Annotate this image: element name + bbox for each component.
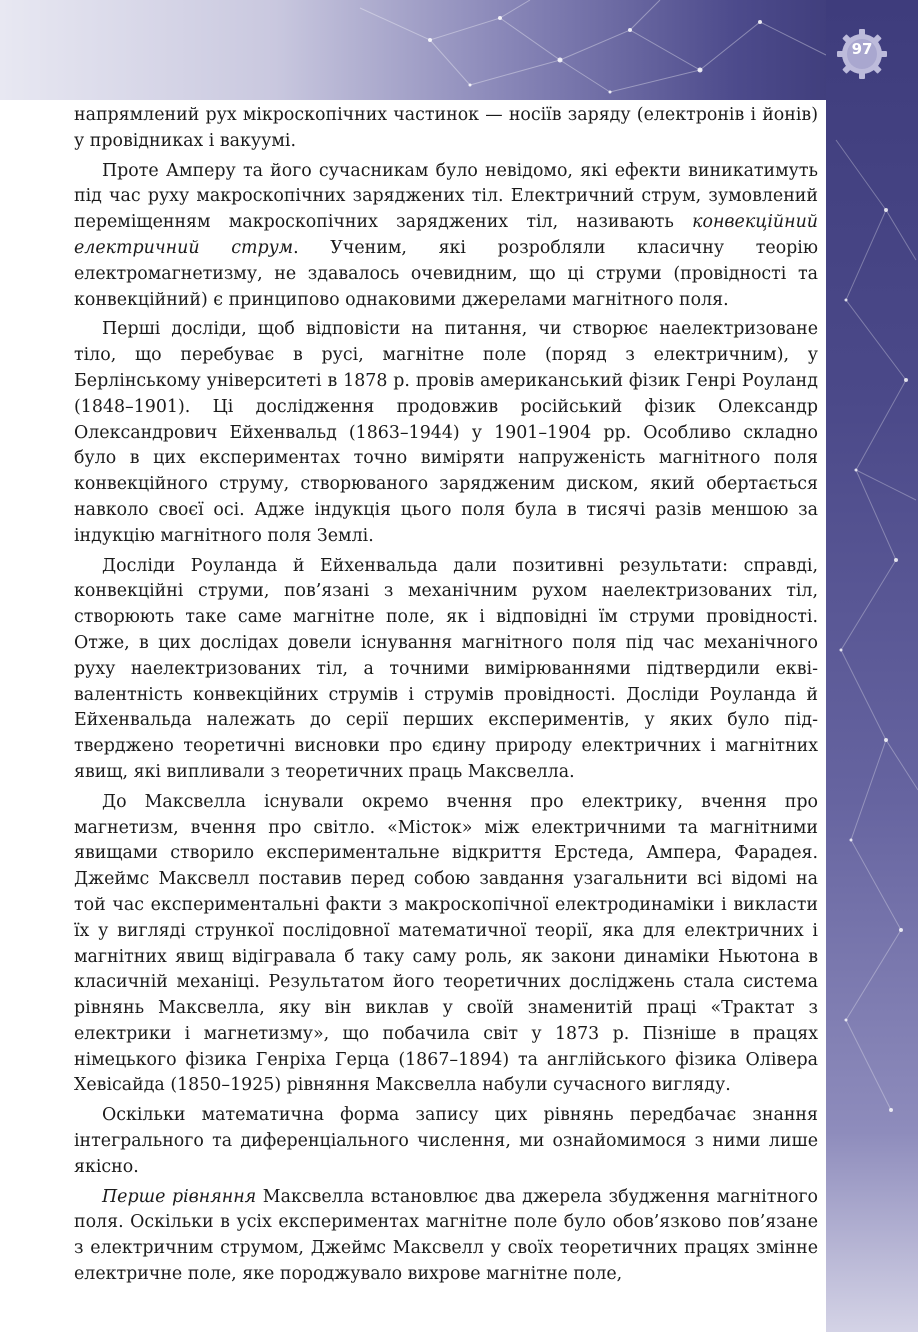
- header-decoration-band: [0, 0, 918, 100]
- text-segment: Проте Амперу та його сучасникам було невідомо, які ефекти виникатимуть під час руху макроскопічних заряджених тіл. Електричний струм, зумовлений переміщенням макроскопічних заряджених тіл, називають: [74, 160, 818, 233]
- text-segment: напрямлений рух мікроскопічних частинок — носіїв заряду (електронів і йонів) у провідниках і вакуумі.: [74, 105, 818, 151]
- paragraph: [74, 317, 818, 549]
- constellation-pattern: [0, 0, 918, 100]
- body-text: [74, 103, 818, 1292]
- text-segment: Досліди Роуланда й Ейхенвальда дали позитивні результати: справді, конвекційні струми, пов’язані з механічним рухом наелектризованих тіл, створюють таке саме магнітне поле, як і відповідні їм струми провідності. Отже, в цих дослідах довели існування магнітного поля під час механічного руху наелектризованих тіл, а точними вимірюваннями підтвердили еквівалентність конвекційних струмів і струмів провідності. Досліди Роуланда й Ейхенвальда належать до серії перших експериментів, у яких було підтверджено теоретичні висновки про єдину природу електричних і магнітних явищ, які випливали з теоретичних праць Максвелла.: [74, 555, 818, 782]
- paragraph: [74, 159, 818, 314]
- text-segment: . Ученим, які розробляли класичну теорію електромагнетизму, не здавалось очевидним, що ці струми (провідності та конвекційний) є принципово однаковими джерелами магнітного поля.: [74, 237, 818, 310]
- side-constellation-pattern: [826, 0, 918, 1332]
- side-decoration-band: [826, 0, 918, 1332]
- paragraph: [74, 790, 818, 1100]
- paragraph: [74, 1185, 818, 1288]
- italic-term: Перше рівняння: [102, 1186, 257, 1207]
- text-segment: Максвелла встановлює два джерела збудження магнітного поля. Оскільки в усіх експериментах магнітне поле було обов’язково пов’язане з електричним струмом, Джеймс Максвелл у своїх теоретичних працях змінне електричне поле, яке породжувало вихрове магнітне поле,: [74, 1186, 818, 1285]
- text-segment: Перші досліди, щоб відповісти на питання, чи створює наелектризоване тіло, що перебуває в русі, магнітне поле (поряд з електричним), у Берлінському університеті в 1878 р. провів американський фізик Генрі Роуланд (1848–1901). Ці дослідження продовжив російський фізик Олександр Олександрович Ейхенвальд (1863–1944) у 1901–1904 рр. Особливо складно було в цих експериментах точно виміряти напруженість магнітного поля конвекційного струму, створюваного зарядженим диском, який обертається навколо своєї осі. Адже індукція цього поля була в тисячі разів меншою за індукцію магнітного поля Землі.: [74, 319, 818, 546]
- paragraph: [74, 554, 818, 786]
- text-segment: Оскільки математична форма запису цих рівнянь передбачає знання інтегрального та диференціального числення, ми ознайомимося з ними лише якісно.: [74, 1105, 818, 1177]
- italic-term: конвекційний електричний струм: [74, 212, 818, 258]
- page-number: 97: [851, 40, 873, 58]
- paragraph: [74, 103, 818, 155]
- paragraph: [74, 1103, 818, 1180]
- text-segment: До Максвелла існували окремо вчення про електрику, вчення про магнетизм, вчення про світло. «Місток» між електричними та магнітними явищами створило експериментальне відкриття Ерстеда, Ампера, Фарадея. Джеймс Максвелл поставив перед собою завдання узагальнити всі відомі на той час експериментальні факти з макроскопічної електродинаміки і викласти їх у вигляді стрункої послідовної математичної теорії, яка для електричних і магнітних явищ відігравала б таку саму роль, як закони динаміки Ньютона в класичній механіці. Результатом його теоретичних досліджень стала система рівнянь Максвелла, яку він виклав у своїй знаменитій праці «Трактат з електрики і магнетизму», що побачила світ у 1873 р. Пізніше в працях німецького фізика Генріха Герца (1867–1894) та англійського фізика Олівера Хевісайда (1850–1925) рівняння Максвелла набули сучасного вигляду.: [74, 791, 818, 1096]
